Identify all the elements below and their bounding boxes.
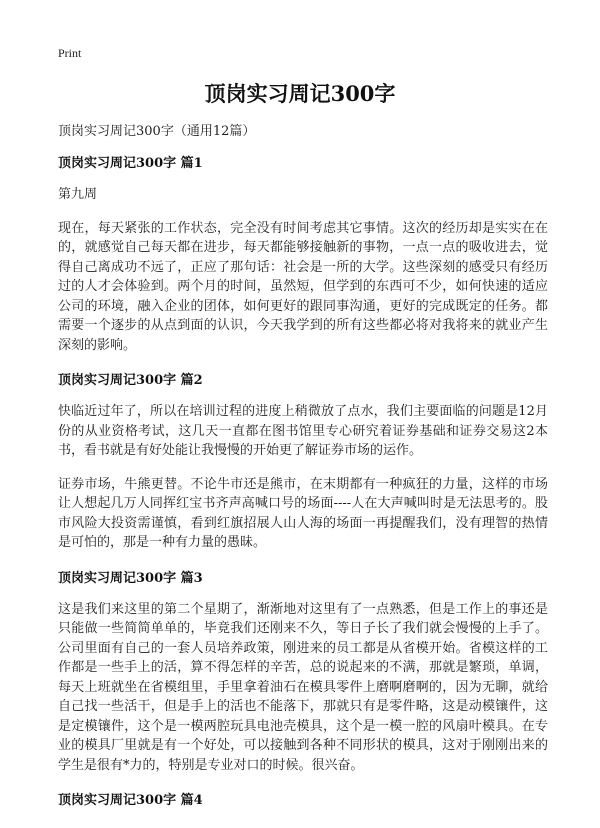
section-paragraph: 快临近过年了，所以在培训过程的进度上稍微放了点水，我们主要面临的问题是12月份的从业资格考试，这几天一直都在图书馆里专心研究着证券基础和证券交易这2本书，看书就是有好处能让我慢慢的开始更了解证券市场的运作。 bbox=[58, 404, 548, 458]
section-paragraph: 这是我们来这里的第二个星期了，渐渐地对这里有了一点熟悉，但是工作上的事还是只能做一些简简单单的，毕竟我们还刚来不久，等日子长了我们就会慢慢的上手了。公司里面有自己的一套人员培养政策，刚进来的员工都是从省模开始。省模这样的工作都是一些手上的活，算不得怎样的辛苦，总的说起来的不满，那就是繁琐，单调，每天上班就坐在省模组里，手里拿着油石在模具零件上磨啊磨啊的，因为无聊，就给自己找一些活干，但是手上的活也不能落下，那就只有是零件略，这是动模镶件，这是定模镶件，这个是一模两腔玩具电池壳模具，这个是一模一腔的风扇叶模具。在专业的模具厂里就是有一个好处，可以接触到各种不同形状的模具，这对于刚刚出来的学生是很有*力的，特别是专业对口的时候。很兴奋。 bbox=[58, 601, 548, 773]
section-heading: 顶岗实习周记300字 篇3 bbox=[58, 570, 203, 586]
section-paragraph: 第九周 bbox=[58, 187, 98, 202]
section-heading: 顶岗实习周记300字 篇2 bbox=[58, 373, 203, 388]
section-heading: 顶岗实习周记300字 篇4 bbox=[58, 793, 203, 808]
page-title: 顶岗实习周记300字 bbox=[204, 81, 396, 106]
document-body bbox=[58, 152, 548, 822]
section-heading: 顶岗实习周记300字 篇1 bbox=[58, 156, 203, 171]
section-paragraph: 证券市场，牛熊更替。不论牛市还是熊市，在末期都有一种疯狂的力量，这样的市场让人想起几万人同挥红宝书齐声高喊口号的场面----人在大声喊叫时是无法思考的。股市风险大投资需谨慎，看到红旗招展人山人海的场面一再提醒我们，没有理智的热情是可怕的，那是一种有力量的愚昧。 bbox=[58, 476, 548, 550]
print-link[interactable]: Print bbox=[58, 46, 82, 60]
section-paragraph: 现在，每天紧张的工作状态，完全没有时间考虑其它事情。这次的经历却是实实在在的，就感觉自己每天都在进步，每天都能够接触新的事物，一点一点的吸收进去，觉得自己离成功不远了，正应了那句话：社会是一所的大学。这些深刻的感受只有经历过的人才会体验到。两个月的时间，虽然短，但学到的东西可不少，如何快速的适应公司的环境，融入企业的团体，如何更好的跟同事沟通，更好的完成既定的任务。都需要一个逐步的从点到面的认识，今天我学到的所有这些都必将对我将来的就业产生深刻的影响。 bbox=[58, 220, 548, 353]
document-subtitle: 顶岗实习周记300字（通用12篇） bbox=[58, 124, 256, 139]
